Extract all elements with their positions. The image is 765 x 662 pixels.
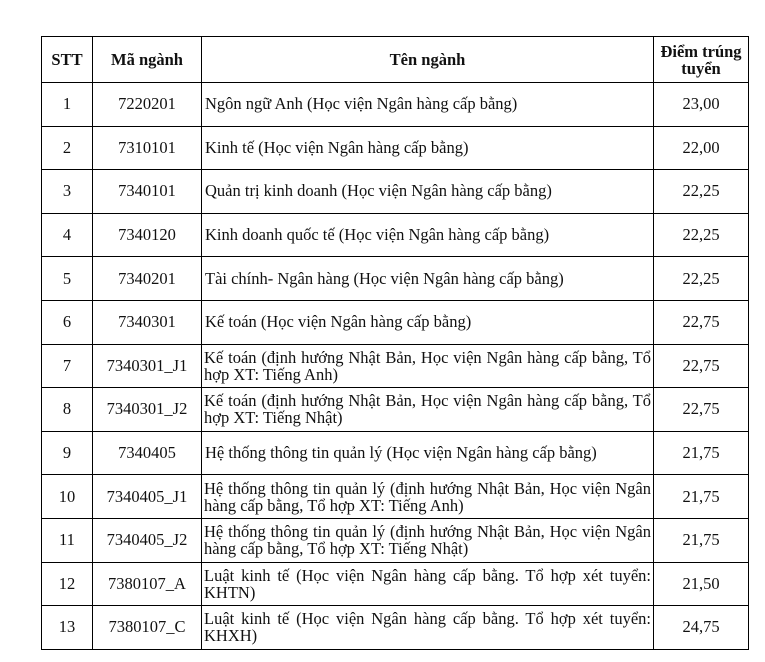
header-stt: STT [42,37,93,83]
row-major-code: 7340405_J1 [93,475,202,519]
row-major-code: 7340120 [93,213,202,257]
row-major-name: Kế toán (Học viện Ngân hàng cấp bằng) [202,300,654,344]
header-major-code: Mã ngành [93,37,202,83]
admission-score-table [41,36,749,650]
row-stt: 1 [42,83,93,127]
row-stt: 10 [42,475,93,519]
table-row [42,300,749,344]
row-stt: 4 [42,213,93,257]
table-row [42,518,749,562]
table-row [42,475,749,519]
row-admission-score: 23,00 [654,83,749,127]
row-admission-score: 22,25 [654,170,749,214]
header-admission-score: Điểm trúng tuyển [654,37,749,83]
row-admission-score: 22,75 [654,388,749,432]
row-major-code: 7340301 [93,300,202,344]
row-stt: 13 [42,606,93,650]
row-major-name: Kinh doanh quốc tế (Học viện Ngân hàng cấp bằng) [202,213,654,257]
row-admission-score: 22,75 [654,344,749,388]
row-stt: 8 [42,388,93,432]
row-major-code: 7340405 [93,431,202,475]
row-major-name: Hệ thống thông tin quản lý (định hướng Nhật Bản, Học viện Ngân hàng cấp bằng, Tổ hợp XT: Tiếng Nhật) [202,518,654,562]
row-admission-score: 21,75 [654,518,749,562]
row-major-name: Kinh tế (Học viện Ngân hàng cấp bằng) [202,126,654,170]
table-row [42,126,749,170]
row-major-code: 7340101 [93,170,202,214]
row-admission-score: 22,75 [654,300,749,344]
row-stt: 7 [42,344,93,388]
row-admission-score: 21,75 [654,475,749,519]
row-major-code: 7220201 [93,83,202,127]
row-major-name: Tài chính- Ngân hàng (Học viện Ngân hàng cấp bằng) [202,257,654,301]
row-admission-score: 22,25 [654,257,749,301]
row-admission-score: 24,75 [654,606,749,650]
row-major-name: Ngôn ngữ Anh (Học viện Ngân hàng cấp bằng) [202,83,654,127]
row-major-name: Kế toán (định hướng Nhật Bản, Học viện Ngân hàng cấp bằng, Tổ hợp XT: Tiếng Anh) [202,344,654,388]
row-admission-score: 21,50 [654,562,749,606]
row-major-name: Luật kinh tế (Học viện Ngân hàng cấp bằng. Tổ hợp xét tuyển: KHTN) [202,562,654,606]
header-major-name: Tên ngành [202,37,654,83]
row-major-name: Luật kinh tế (Học viện Ngân hàng cấp bằng. Tổ hợp xét tuyển: KHXH) [202,606,654,650]
table-row [42,83,749,127]
row-major-code: 7340301_J1 [93,344,202,388]
row-major-code: 7380107_C [93,606,202,650]
row-major-name: Hệ thống thông tin quản lý (định hướng Nhật Bản, Học viện Ngân hàng cấp bằng, Tổ hợp XT: Tiếng Anh) [202,475,654,519]
row-major-code: 7380107_A [93,562,202,606]
row-major-code: 7340301_J2 [93,388,202,432]
row-stt: 12 [42,562,93,606]
table-row [42,344,749,388]
table-row [42,431,749,475]
row-major-code: 7340201 [93,257,202,301]
row-stt: 3 [42,170,93,214]
table-row [42,606,749,650]
table-row [42,562,749,606]
row-major-code: 7340405_J2 [93,518,202,562]
row-major-name: Kế toán (định hướng Nhật Bản, Học viện Ngân hàng cấp bằng, Tổ hợp XT: Tiếng Nhật) [202,388,654,432]
table-row [42,388,749,432]
row-admission-score: 22,00 [654,126,749,170]
table-row [42,213,749,257]
row-stt: 5 [42,257,93,301]
row-major-name: Hệ thống thông tin quản lý (Học viện Ngân hàng cấp bằng) [202,431,654,475]
row-major-name: Quản trị kinh doanh (Học viện Ngân hàng cấp bằng) [202,170,654,214]
table-row [42,257,749,301]
table-row [42,170,749,214]
row-admission-score: 21,75 [654,431,749,475]
row-stt: 9 [42,431,93,475]
row-major-code: 7310101 [93,126,202,170]
row-admission-score: 22,25 [654,213,749,257]
row-stt: 11 [42,518,93,562]
table-header-row [42,37,749,83]
row-stt: 2 [42,126,93,170]
row-stt: 6 [42,300,93,344]
